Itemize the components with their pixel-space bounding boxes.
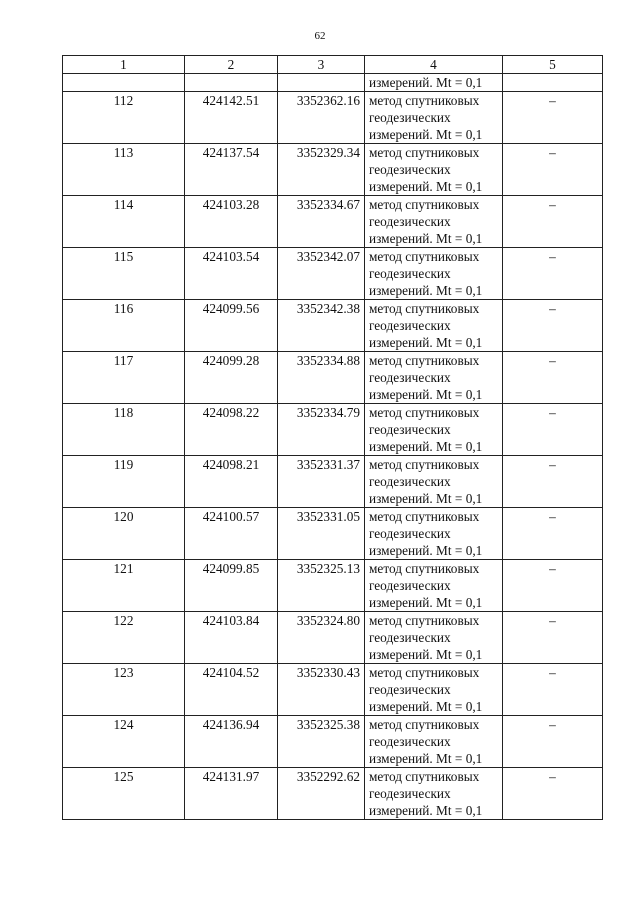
method-line: измерений. Mt = 0,1 [369, 127, 483, 142]
point-number: 116 [63, 300, 185, 352]
point-number: 114 [63, 196, 185, 248]
method-line: измерений. Mt = 0,1 [369, 543, 483, 558]
table-row [63, 768, 603, 820]
continuation-cell-2 [185, 74, 278, 92]
header-cell-3: 3 [278, 56, 365, 74]
continuation-cell-1 [63, 74, 185, 92]
method-line: метод спутниковых [369, 717, 480, 732]
point-number: 118 [63, 404, 185, 456]
method-line: геодезических [369, 162, 451, 177]
coordinate-y: 3352325.13 [278, 560, 365, 612]
coordinate-x: 424136.94 [185, 716, 278, 768]
note-dash: – [503, 196, 603, 248]
method-line: измерений. Mt = 0,1 [369, 595, 483, 610]
method-line: измерений. Mt = 0,1 [369, 751, 483, 766]
method-description [365, 404, 503, 456]
table-row [63, 508, 603, 560]
header-cell-5: 5 [503, 56, 603, 74]
coordinate-x: 424103.28 [185, 196, 278, 248]
method-line: геодезических [369, 682, 451, 697]
method-line: метод спутниковых [369, 613, 480, 628]
coordinates-table [62, 55, 603, 820]
method-description [365, 144, 503, 196]
method-line: измерений. Mt = 0,1 [369, 439, 483, 454]
table-row [63, 196, 603, 248]
table-row [63, 664, 603, 716]
note-dash: – [503, 404, 603, 456]
coordinate-x: 424099.28 [185, 352, 278, 404]
point-number: 124 [63, 716, 185, 768]
point-number: 120 [63, 508, 185, 560]
note-dash: – [503, 664, 603, 716]
method-line: геодезических [369, 526, 451, 541]
method-line: метод спутниковых [369, 665, 480, 680]
table-row [63, 404, 603, 456]
method-line: метод спутниковых [369, 457, 480, 472]
note-dash: – [503, 352, 603, 404]
method-line: метод спутниковых [369, 197, 480, 212]
note-dash: – [503, 456, 603, 508]
coordinate-x: 424137.54 [185, 144, 278, 196]
table-row [63, 248, 603, 300]
note-dash: – [503, 716, 603, 768]
note-dash: – [503, 508, 603, 560]
note-dash: – [503, 768, 603, 820]
method-description [365, 560, 503, 612]
point-number: 119 [63, 456, 185, 508]
method-line: метод спутниковых [369, 301, 480, 316]
method-line: метод спутниковых [369, 249, 480, 264]
point-number: 115 [63, 248, 185, 300]
method-line: геодезических [369, 578, 451, 593]
coordinate-y: 3352342.38 [278, 300, 365, 352]
method-line: геодезических [369, 318, 451, 333]
method-line: геодезических [369, 630, 451, 645]
point-number: 117 [63, 352, 185, 404]
table-row [63, 300, 603, 352]
header-cell-4: 4 [365, 56, 503, 74]
table-row [63, 560, 603, 612]
continuation-method-text: измерений. Mt = 0,1 [365, 74, 503, 92]
header-cell-2: 2 [185, 56, 278, 74]
continuation-cell-3 [278, 74, 365, 92]
coordinate-x: 424131.97 [185, 768, 278, 820]
table-header-row [63, 56, 603, 74]
coordinate-x: 424100.57 [185, 508, 278, 560]
page-number: 62 [314, 30, 326, 42]
coordinate-y: 3352329.34 [278, 144, 365, 196]
method-line: геодезических [369, 474, 451, 489]
coordinate-y: 3352331.37 [278, 456, 365, 508]
coordinate-x: 424103.84 [185, 612, 278, 664]
coordinate-x: 424098.22 [185, 404, 278, 456]
coordinate-x: 424104.52 [185, 664, 278, 716]
method-description [365, 612, 503, 664]
coordinate-y: 3352342.07 [278, 248, 365, 300]
point-number: 122 [63, 612, 185, 664]
method-line: измерений. Mt = 0,1 [369, 335, 483, 350]
method-line: геодезических [369, 110, 451, 125]
method-line: геодезических [369, 370, 451, 385]
table-row [63, 144, 603, 196]
table-row [63, 612, 603, 664]
method-line: метод спутниковых [369, 145, 480, 160]
method-line: метод спутниковых [369, 561, 480, 576]
coordinate-y: 3352362.16 [278, 92, 365, 144]
method-line: геодезических [369, 786, 451, 801]
coordinate-x: 424099.85 [185, 560, 278, 612]
method-line: метод спутниковых [369, 353, 480, 368]
method-line: геодезических [369, 422, 451, 437]
point-number: 121 [63, 560, 185, 612]
coordinate-y: 3352334.79 [278, 404, 365, 456]
method-line: метод спутниковых [369, 769, 480, 784]
note-dash: – [503, 612, 603, 664]
header-cell-1: 1 [63, 56, 185, 74]
coordinate-y: 3352330.43 [278, 664, 365, 716]
method-line: геодезических [369, 266, 451, 281]
coordinate-y: 3352324.80 [278, 612, 365, 664]
method-description [365, 352, 503, 404]
method-line: метод спутниковых [369, 93, 480, 108]
method-description [365, 768, 503, 820]
continuation-row [63, 74, 603, 92]
note-dash: – [503, 300, 603, 352]
table-row [63, 716, 603, 768]
method-description [365, 300, 503, 352]
point-number: 113 [63, 144, 185, 196]
method-description [365, 508, 503, 560]
coordinate-x: 424142.51 [185, 92, 278, 144]
coordinate-x: 424103.54 [185, 248, 278, 300]
method-line: измерений. Mt = 0,1 [369, 491, 483, 506]
method-description [365, 248, 503, 300]
coordinate-y: 3352334.88 [278, 352, 365, 404]
method-line: измерений. Mt = 0,1 [369, 699, 483, 714]
method-line: метод спутниковых [369, 405, 480, 420]
method-line: метод спутниковых [369, 509, 480, 524]
table-row [63, 92, 603, 144]
note-dash: – [503, 144, 603, 196]
method-line: измерений. Mt = 0,1 [369, 387, 483, 402]
method-line: измерений. Mt = 0,1 [369, 647, 483, 662]
note-dash: – [503, 92, 603, 144]
method-description [365, 716, 503, 768]
point-number: 125 [63, 768, 185, 820]
method-line: измерений. Mt = 0,1 [369, 179, 483, 194]
method-line: геодезических [369, 734, 451, 749]
method-line: измерений. Mt = 0,1 [369, 231, 483, 246]
method-description [365, 664, 503, 716]
coordinate-y: 3352331.05 [278, 508, 365, 560]
coordinate-y: 3352325.38 [278, 716, 365, 768]
method-line: измерений. Mt = 0,1 [369, 803, 483, 818]
table-row [63, 352, 603, 404]
note-dash: – [503, 248, 603, 300]
continuation-cell-5 [503, 74, 603, 92]
table-row [63, 456, 603, 508]
method-description [365, 456, 503, 508]
coordinate-y: 3352334.67 [278, 196, 365, 248]
method-description [365, 92, 503, 144]
point-number: 123 [63, 664, 185, 716]
note-dash: – [503, 560, 603, 612]
coordinate-x: 424099.56 [185, 300, 278, 352]
method-line: геодезических [369, 214, 451, 229]
method-description [365, 196, 503, 248]
method-line: измерений. Mt = 0,1 [369, 283, 483, 298]
coordinate-y: 3352292.62 [278, 768, 365, 820]
point-number: 112 [63, 92, 185, 144]
coordinate-x: 424098.21 [185, 456, 278, 508]
